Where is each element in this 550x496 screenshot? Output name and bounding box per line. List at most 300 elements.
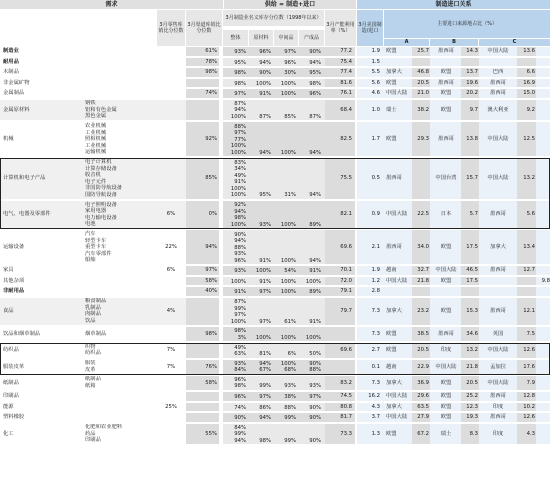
source-extra-share (535, 343, 550, 357)
source-extra-share (535, 158, 550, 199)
source-b-share: 14.3 (466, 48, 478, 55)
table-row (0, 413, 550, 423)
source-a-share (413, 287, 429, 296)
mfg-inventory-header: 3月制造业名义库存分位数（1998年以来） (223, 10, 324, 26)
raw-inventory (249, 122, 273, 156)
raw-inventory (249, 89, 273, 98)
total-inventory-line: 100% (230, 185, 246, 192)
total-inventory (224, 424, 248, 445)
raw-inventory-line: 98% (259, 437, 271, 444)
raw-inventory (249, 287, 273, 296)
capacity-utilization: 81.6 (340, 79, 352, 86)
source-extra-share (535, 230, 550, 264)
source-c-name: 中国大陆 (487, 136, 509, 143)
sub-industry-line: 纸制品 (85, 376, 101, 383)
total-inventory-line: 93% (234, 251, 246, 258)
mfg-import-ratio: 2.8 (371, 288, 380, 295)
import-relation-header: 制造进口关系 (357, 0, 550, 9)
source-b-share: 25.2 (466, 393, 478, 400)
total-inventory-line: 96% (234, 376, 246, 383)
channel-percentile (186, 343, 219, 357)
source-a-share: 36.9 (417, 379, 429, 386)
raw-inventory-line: 94% (259, 360, 271, 367)
source-c-name: 印度 (492, 403, 504, 410)
industry-name: 电气、电器及零部件 (3, 211, 51, 218)
source-b-name: 瑞士 (440, 430, 452, 437)
source-b-share: 12.3 (466, 403, 478, 410)
capacity-utilization: 74.5 (340, 393, 352, 400)
sub-industry (85, 424, 155, 445)
mid-inventory (274, 68, 298, 77)
sub-industry-line: 钢铁 (85, 100, 96, 107)
fin-inventory-line: 96% (309, 91, 321, 97)
fin-inventory-line: 89% (309, 289, 321, 296)
source-b-header: B (430, 39, 478, 46)
source-a-name: 加拿大 (386, 69, 402, 76)
source-c-name: 英国 (492, 331, 504, 338)
fin-inventory (299, 201, 323, 228)
fin-inventory-line: 94% (309, 59, 321, 66)
industry-name: 耐用品 (3, 58, 19, 65)
source-c-name: 墨西哥 (490, 90, 506, 97)
channel-percentile: 98% (205, 69, 217, 76)
source-c-share: 10.2 (523, 403, 535, 410)
source-a-name: 加拿大 (386, 379, 402, 386)
source-c-share: 17.6 (523, 363, 535, 370)
sub-industry-line: 农业机械 (85, 123, 107, 130)
total-inventory-line: 99% (234, 431, 246, 438)
sub-industry-line: 汽车 (85, 231, 96, 238)
capacity-utilization: 77.2 (340, 48, 352, 55)
capacity-utilization: 80.8 (340, 403, 352, 410)
sub-industry-line: 铝和有色金属 (85, 106, 117, 113)
source-c-share: 12.8 (523, 393, 535, 400)
raw-inventory-line: 93% (259, 221, 271, 228)
fin-inventory-line: 90% (309, 415, 321, 421)
mfg-import-ratio: 7.3 (371, 331, 380, 338)
channel-percentile: 74% (205, 90, 217, 97)
source-c-share: 12.7 (523, 267, 535, 274)
fin-inventory-line: 95% (309, 70, 321, 76)
table-row (0, 266, 550, 276)
fin-inventory-line: 50% (309, 351, 321, 358)
mfg-import-ratio: 1.2 (371, 277, 380, 284)
sub-industry-line: 化肥和农业肥料 (85, 424, 123, 431)
raw-inventory-line: 94% (259, 149, 271, 156)
total-inventory-line: 93% (234, 49, 246, 55)
raw-inventory (249, 47, 273, 56)
total-inventory-line: 90% (234, 231, 246, 238)
source-extra-share (535, 298, 550, 325)
source-b-share: 15.3 (466, 308, 478, 315)
channel-col-header: 3月渠道库销比分位数 (186, 10, 222, 46)
fin-inventory-line: 90% (309, 49, 321, 55)
source-b-share: 19.3 (466, 414, 478, 421)
source-b-share: 9.7 (469, 106, 478, 113)
sub-industry (85, 403, 155, 412)
source-extra-share (535, 413, 550, 422)
source-extra-share (535, 122, 550, 156)
fin-inventory-line: 100% (305, 334, 321, 341)
source-extra-share (535, 424, 550, 445)
industry-name: 运输设备 (3, 244, 25, 251)
fin-inventory (299, 158, 323, 199)
sub-industry-line: 非国防导航设备 (85, 185, 123, 192)
total-inventory-line: 96% (234, 257, 246, 264)
supply-header: 供给 = 制造+进口 (224, 0, 356, 9)
sub-industry (85, 343, 155, 357)
source-c-share: 15.0 (523, 90, 535, 97)
channel-percentile: 97% (205, 267, 217, 274)
source-extra-share (535, 79, 550, 88)
channel-percentile (186, 392, 219, 401)
source-c-name: 墨西哥 (490, 414, 506, 421)
sub-industry-line: 黑色金属 (85, 113, 107, 120)
source-a-share: 21.8 (417, 277, 429, 284)
channel-percentile (186, 413, 219, 422)
sub-industry (85, 79, 155, 88)
mid-inventory-line: 6% (287, 351, 296, 358)
channel-percentile: 78% (205, 58, 217, 65)
total-inventory-line: 100% (230, 221, 246, 228)
fin-inventory (299, 89, 323, 98)
fin-inventory-line: 94% (309, 192, 321, 199)
source-a-share: 20.5 (417, 347, 429, 354)
table-row (0, 89, 550, 99)
total-inventory (224, 68, 248, 77)
capacity-utilization: 75.4 (340, 58, 352, 65)
total-inventory-line: 97% (234, 312, 246, 319)
source-a-share: 22.9 (417, 363, 429, 370)
raw-inventory-line: 94% (259, 59, 271, 66)
source-a-name: 加拿大 (386, 308, 402, 315)
mid-inventory (274, 58, 298, 67)
source-b-name: 中国大陆 (435, 267, 457, 274)
source-c-share: 16.9 (523, 79, 535, 86)
source-c-share (517, 277, 535, 286)
total-inventory-line: 100% (230, 318, 246, 325)
source-b-share: 13.8 (466, 136, 478, 143)
sub-industry (85, 58, 155, 67)
industry-header-blank (0, 10, 156, 46)
total-inventory-line: 100% (230, 113, 246, 120)
fin-inventory (299, 122, 323, 156)
raw-inventory (249, 298, 273, 325)
source-c-share (517, 58, 535, 67)
raw-inventory-line: 67% (259, 367, 271, 374)
channel-percentile: 94% (205, 244, 217, 251)
sub-industry (85, 266, 155, 275)
total-inventory-line: 90% (234, 415, 246, 421)
total-inventory (224, 89, 248, 98)
sub-industry-line: 家用电器 (85, 208, 107, 215)
util-col-header: 3月产能利用率（%） (325, 10, 356, 46)
fin-inventory-line: 90% (309, 437, 321, 444)
fin-inventory (299, 266, 323, 275)
retail-percentile: 25% (165, 403, 177, 410)
mid-col-header: 中间品 (274, 30, 298, 46)
raw-inventory (249, 266, 273, 275)
retail-percentile (157, 100, 185, 121)
import-share-header: 主要进口来源地占比（%） (384, 10, 550, 38)
total-inventory-line: 95% (234, 59, 246, 66)
total-inventory (224, 403, 248, 412)
fin-inventory (299, 298, 323, 325)
raw-inventory-line: 100% (255, 334, 271, 341)
total-inventory-line: 94% (234, 238, 246, 245)
total-inventory-line: 98% (234, 215, 246, 222)
retail-percentile (157, 277, 185, 286)
source-a-share (413, 58, 429, 67)
industry-name: 计算机和电子产品 (3, 175, 46, 182)
sub-industry-line: 纺织品 (85, 350, 101, 357)
source-c-name: 巴西 (492, 69, 504, 76)
retail-percentile (157, 413, 185, 422)
mid-inventory-line: 54% (284, 268, 296, 275)
sub-industry (85, 277, 155, 286)
channel-percentile: 85% (205, 175, 217, 182)
sub-industry-line: 照相机械 (85, 136, 107, 143)
source-c-share: 4.3 (526, 430, 535, 437)
raw-inventory-line: 94% (259, 415, 271, 421)
mid-inventory-line: 31% (284, 192, 296, 199)
source-extra-share (535, 100, 550, 121)
raw-inventory-line: 97% (259, 318, 271, 325)
source-a-share: 23.2 (417, 308, 429, 315)
raw-inventory (249, 230, 273, 264)
total-inventory-line: 49% (234, 172, 246, 179)
mid-inventory (274, 79, 298, 88)
fin-inventory (299, 403, 323, 412)
source-a-share: 32.7 (417, 267, 429, 274)
total-inventory-line: 91% (234, 179, 246, 186)
fin-inventory (299, 68, 323, 77)
source-a-name: 中国大陆 (386, 90, 408, 97)
raw-inventory-line: 91% (259, 278, 271, 285)
source-extra-share (535, 287, 550, 296)
total-inventory (224, 266, 248, 275)
source-a-share: 21.0 (417, 90, 429, 97)
sub-industry (85, 122, 155, 156)
retail-percentile (157, 79, 185, 88)
source-extra-share (535, 68, 550, 77)
raw-inventory-line: 91% (259, 257, 271, 264)
source-c-share: 13.6 (523, 48, 535, 55)
industry-name: 机械 (3, 136, 14, 143)
sub-industry-line: 工业机械 (85, 142, 107, 149)
mfg-import-ratio: 1.5 (371, 58, 380, 65)
sub-industry (85, 392, 155, 401)
total-inventory-line: 98% (234, 383, 246, 390)
raw-inventory (249, 376, 273, 390)
source-b-name: 墨西哥 (438, 136, 454, 143)
mfg-import-ratio: 4.6 (371, 90, 380, 97)
source-b-share: 46.5 (466, 267, 478, 274)
source-extra-share: 9.8 (541, 277, 550, 284)
total-inventory (224, 327, 248, 341)
industry-name: 非金属矿物 (3, 79, 30, 86)
total-inventory (224, 79, 248, 88)
mid-inventory (274, 343, 298, 357)
source-c-name (479, 58, 517, 67)
fin-inventory (299, 343, 323, 357)
source-b-name: 欧盟 (440, 379, 452, 386)
raw-inventory-line: 91% (259, 91, 271, 97)
total-inventory-line: 87% (234, 100, 246, 107)
mid-inventory-line: 96% (284, 59, 296, 66)
sub-industry-line: 电子元件 (85, 178, 107, 185)
channel-percentile: 58% (205, 277, 217, 284)
capacity-utilization: 76.1 (340, 90, 352, 97)
source-c-share: 9.2 (526, 106, 535, 113)
total-inventory-line: 93% (234, 360, 246, 367)
retail-percentile: 6% (166, 211, 176, 218)
sub-industry-line: 皮革 (85, 366, 96, 373)
raw-inventory (249, 403, 273, 412)
source-a-header: A (384, 39, 429, 46)
industry-name: 印刷品 (3, 393, 19, 400)
source-c-name (479, 287, 517, 296)
sub-industry-line: 烟草制品 (85, 331, 107, 338)
source-a-name: 墨西哥 (386, 175, 402, 182)
source-b-share: 5.7 (469, 211, 478, 218)
total-inventory-line: 83% (234, 159, 246, 166)
source-a-name: 中国大陆 (386, 211, 408, 218)
source-a-name: 中国大陆 (386, 414, 408, 421)
mfg-import-ratio: 1.7 (371, 136, 380, 143)
source-c-share: 7.9 (526, 379, 535, 386)
source-a-name: 中国大陆 (386, 277, 408, 284)
total-inventory-line: 94% (234, 208, 246, 215)
industry-name: 金属制品 (3, 90, 25, 97)
table-row (0, 360, 550, 375)
sub-industry (85, 230, 155, 264)
source-c-name: 墨西哥 (490, 308, 506, 315)
import-ratio-col-header: 3月美国制造/进口 (357, 10, 383, 46)
sub-industry-line: 船舶 (85, 257, 96, 264)
mid-inventory-line: 99% (284, 415, 296, 421)
mid-inventory-line: 100% (280, 257, 296, 264)
raw-inventory (249, 68, 273, 77)
mid-inventory-line: 38% (284, 394, 296, 400)
source-a-share: 38.2 (417, 106, 429, 113)
source-extra-share (535, 327, 550, 341)
source-c-share: 12.5 (523, 136, 535, 143)
industry-name: 纺织品 (3, 347, 19, 354)
source-b-name: 墨西哥 (438, 331, 454, 338)
fin-inventory-line: 87% (309, 113, 321, 120)
source-b-name (430, 58, 462, 67)
sub-industry-line: 电力输电设备 (85, 214, 117, 221)
retail-percentile: 7% (166, 363, 176, 370)
total-inventory (224, 230, 248, 264)
capacity-utilization: 68.4 (340, 106, 352, 113)
source-c-name: 中国大陆 (487, 379, 509, 386)
fin-inventory (299, 376, 323, 390)
mid-inventory (274, 392, 298, 401)
header-band (0, 0, 550, 9)
sub-industry (85, 158, 155, 199)
capacity-utilization: 69.6 (340, 347, 352, 354)
total-inventory-line: 93% (234, 268, 246, 275)
retail-percentile (157, 122, 185, 156)
source-b-share: 20.2 (466, 90, 478, 97)
mid-inventory-line: 100% (280, 278, 296, 285)
mid-inventory (274, 327, 298, 341)
total-inventory-line: 92% (234, 202, 246, 209)
capacity-utilization: 81.7 (340, 414, 352, 421)
mfg-import-ratio: 0.9 (371, 211, 380, 218)
source-a-share: 67.2 (417, 430, 429, 437)
sub-industry-line: 轻型卡车 (85, 237, 107, 244)
sub-industry-line: 药品 (85, 430, 96, 437)
source-c-name (479, 277, 517, 286)
channel-percentile: 40% (205, 288, 217, 295)
mfg-import-ratio: 5.6 (371, 79, 380, 86)
source-a-share: 29.3 (417, 136, 429, 143)
source-b-name: 中国台湾 (435, 175, 457, 182)
mid-inventory (274, 201, 298, 228)
total-inventory-line: 99% (234, 305, 246, 312)
source-c-share: 12.6 (523, 414, 535, 421)
capacity-utilization: 79.7 (340, 308, 352, 315)
source-c-header: C (479, 39, 550, 46)
raw-inventory-line: 90% (259, 70, 271, 76)
source-extra-share (535, 392, 550, 401)
total-inventory-line: 100% (230, 278, 246, 285)
industry-name: 饮品和烟草制品 (3, 331, 41, 338)
source-c-share: 7.5 (526, 331, 535, 338)
fin-inventory (299, 413, 323, 422)
total-inventory (224, 158, 248, 199)
capacity-utilization (325, 327, 355, 341)
source-a-share: 29.6 (417, 393, 429, 400)
retail-percentile: 6% (166, 267, 176, 274)
source-b-share (462, 58, 478, 67)
fin-inventory (299, 392, 323, 401)
retail-percentile: 22% (165, 244, 177, 251)
source-b-share: 21.8 (466, 363, 478, 370)
source-a-share (413, 158, 429, 199)
source-c-name: 印度 (492, 430, 504, 437)
retail-percentile (157, 68, 185, 77)
capacity-utilization: 77.4 (340, 69, 352, 76)
table-row (0, 327, 550, 342)
source-b-name: 欧盟 (440, 414, 452, 421)
industry-name: 制造业 (3, 48, 19, 55)
source-c-share: 13.4 (523, 244, 535, 251)
fin-inventory-line: 90% (309, 360, 321, 367)
fin-inventory-line: 89% (309, 221, 321, 228)
raw-inventory-line: 87% (259, 113, 271, 120)
total-inventory (224, 58, 248, 67)
mid-inventory-line: 68% (284, 367, 296, 374)
total-inventory (224, 201, 248, 228)
total-inventory-line: 87% (234, 299, 246, 306)
raw-inventory-line: 97% (259, 289, 271, 296)
sub-industry-line: 电子计算机 (85, 159, 112, 166)
fin-inventory-line: 91% (309, 268, 321, 275)
raw-inventory (249, 327, 273, 341)
source-c-name: 中国大陆 (487, 175, 509, 182)
industry-name: 能源 (3, 403, 14, 410)
data-table (0, 47, 550, 496)
mid-inventory (274, 287, 298, 296)
mid-inventory-line: 99% (284, 437, 296, 444)
source-a-share: 34.0 (417, 244, 429, 251)
retail-percentile (157, 424, 185, 445)
sub-industry (85, 68, 155, 77)
